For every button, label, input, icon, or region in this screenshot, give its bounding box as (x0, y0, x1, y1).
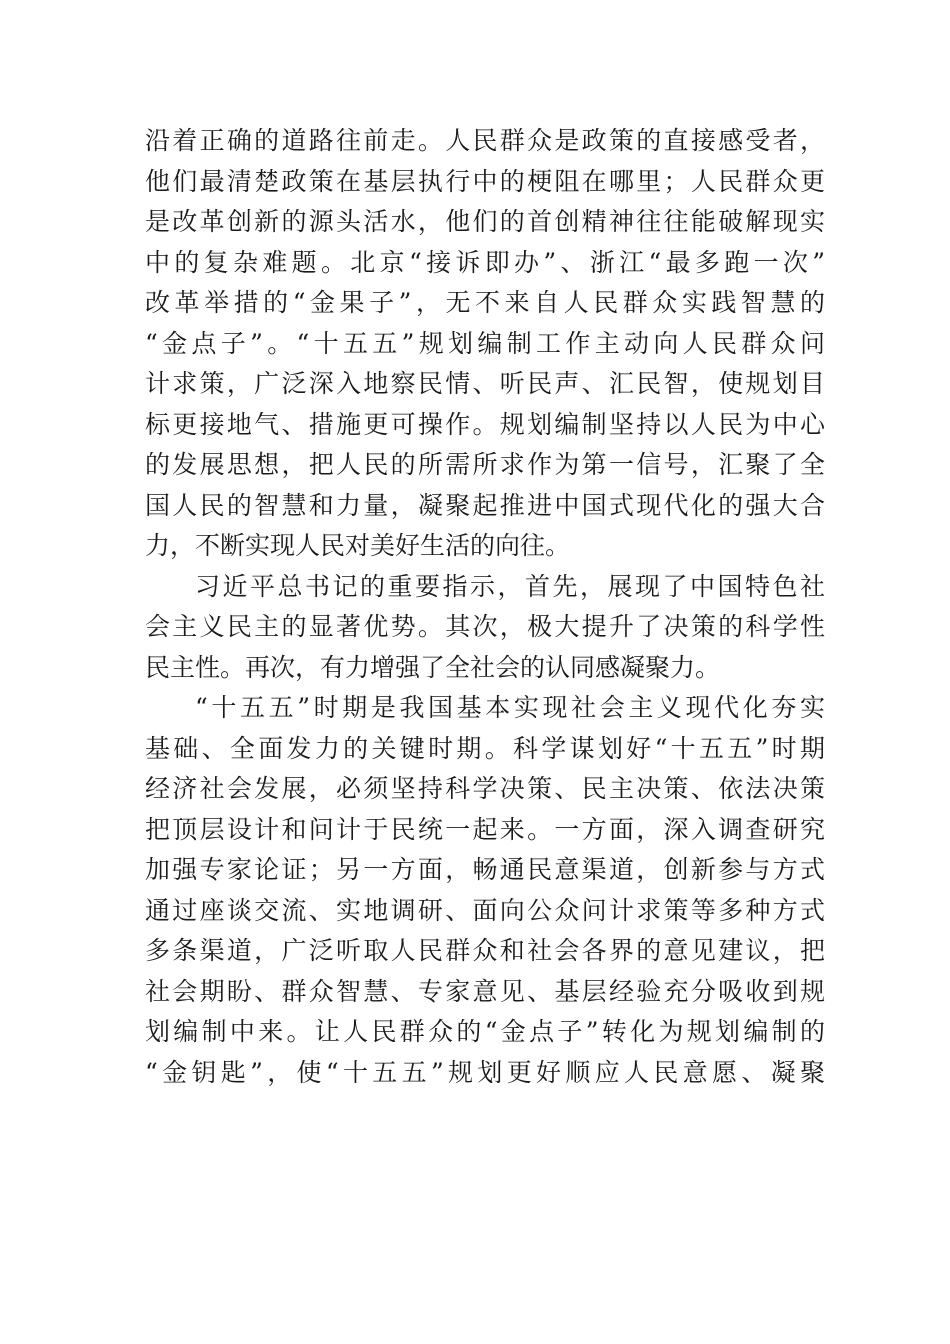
text-line: 会主义民主的显著优势。其次，极大提升了决策的科学性 (145, 612, 825, 641)
text-line: “金钥匙”，使“十五五”规划更好顺应人民意愿、凝聚 (145, 1057, 825, 1087)
text-line: 通过座谈交流、实地调研、面向公众问计求策等多种方式 (145, 895, 825, 925)
text-line: 改革举措的“金果子”，无不来自人民群众实践智慧的 (145, 288, 825, 317)
text-line: 基础、全面发力的关键时期。科学谋划好“十五五”时期 (145, 733, 825, 763)
text-line: 加强专家论证；另一方面，畅通民意渠道，创新参与方式 (145, 855, 825, 884)
text-line: 他们最清楚政策在基层执行中的梗阻在哪里；人民群众更 (145, 166, 825, 196)
text-line: 标更接地气、措施更可操作。规划编制坚持以人民为中心 (145, 409, 825, 439)
text-line: 把顶层设计和问计于民统一起来。一方面，深入调查研究 (145, 814, 825, 844)
text-line: 计求策，广泛深入地察民情、听民声、汇民智，使规划目 (145, 369, 825, 398)
text-line: 社会期盼、群众智慧、专家意见、基层经验充分吸收到规 (145, 976, 825, 1006)
text-line: 多条渠道，广泛听取人民群众和社会各界的意见建议，把 (145, 936, 825, 965)
text-line: 的发展思想，把人民的所需所求作为第一信号，汇聚了全 (145, 450, 825, 479)
text-line: 中的复杂难题。北京“接诉即办”、浙江“最多跑一次” (145, 247, 825, 277)
text-line: 经济社会发展，必须坚持科学决策、民主决策、依法决策 (145, 774, 825, 803)
text-line: “十五五”时期是我国基本实现社会主义现代化夯实 (195, 693, 825, 722)
text-line: “金点子”。“十五五”规划编制工作主动向人民群众问 (145, 328, 825, 358)
text-line: 沿着正确的道路往前走。人民群众是政策的直接感受者， (145, 126, 825, 155)
text-line: 划编制中来。让人民群众的“金点子”转化为规划编制的 (145, 1017, 825, 1046)
text-line: 是改革创新的源头活水，他们的首创精神往往能破解现实 (145, 207, 825, 236)
text-line: 国人民的智慧和力量，凝聚起推进中国式现代化的强大合 (145, 490, 825, 520)
text-line: 习近平总书记的重要指示，首先，展现了中国特色社 (195, 571, 825, 601)
body-text (145, 121, 825, 1093)
text-line: 力，不断实现人民对美好生活的向往。 (145, 531, 571, 560)
text-line: 民主性。再次，有力增强了全社会的认同感凝聚力。 (145, 652, 721, 682)
